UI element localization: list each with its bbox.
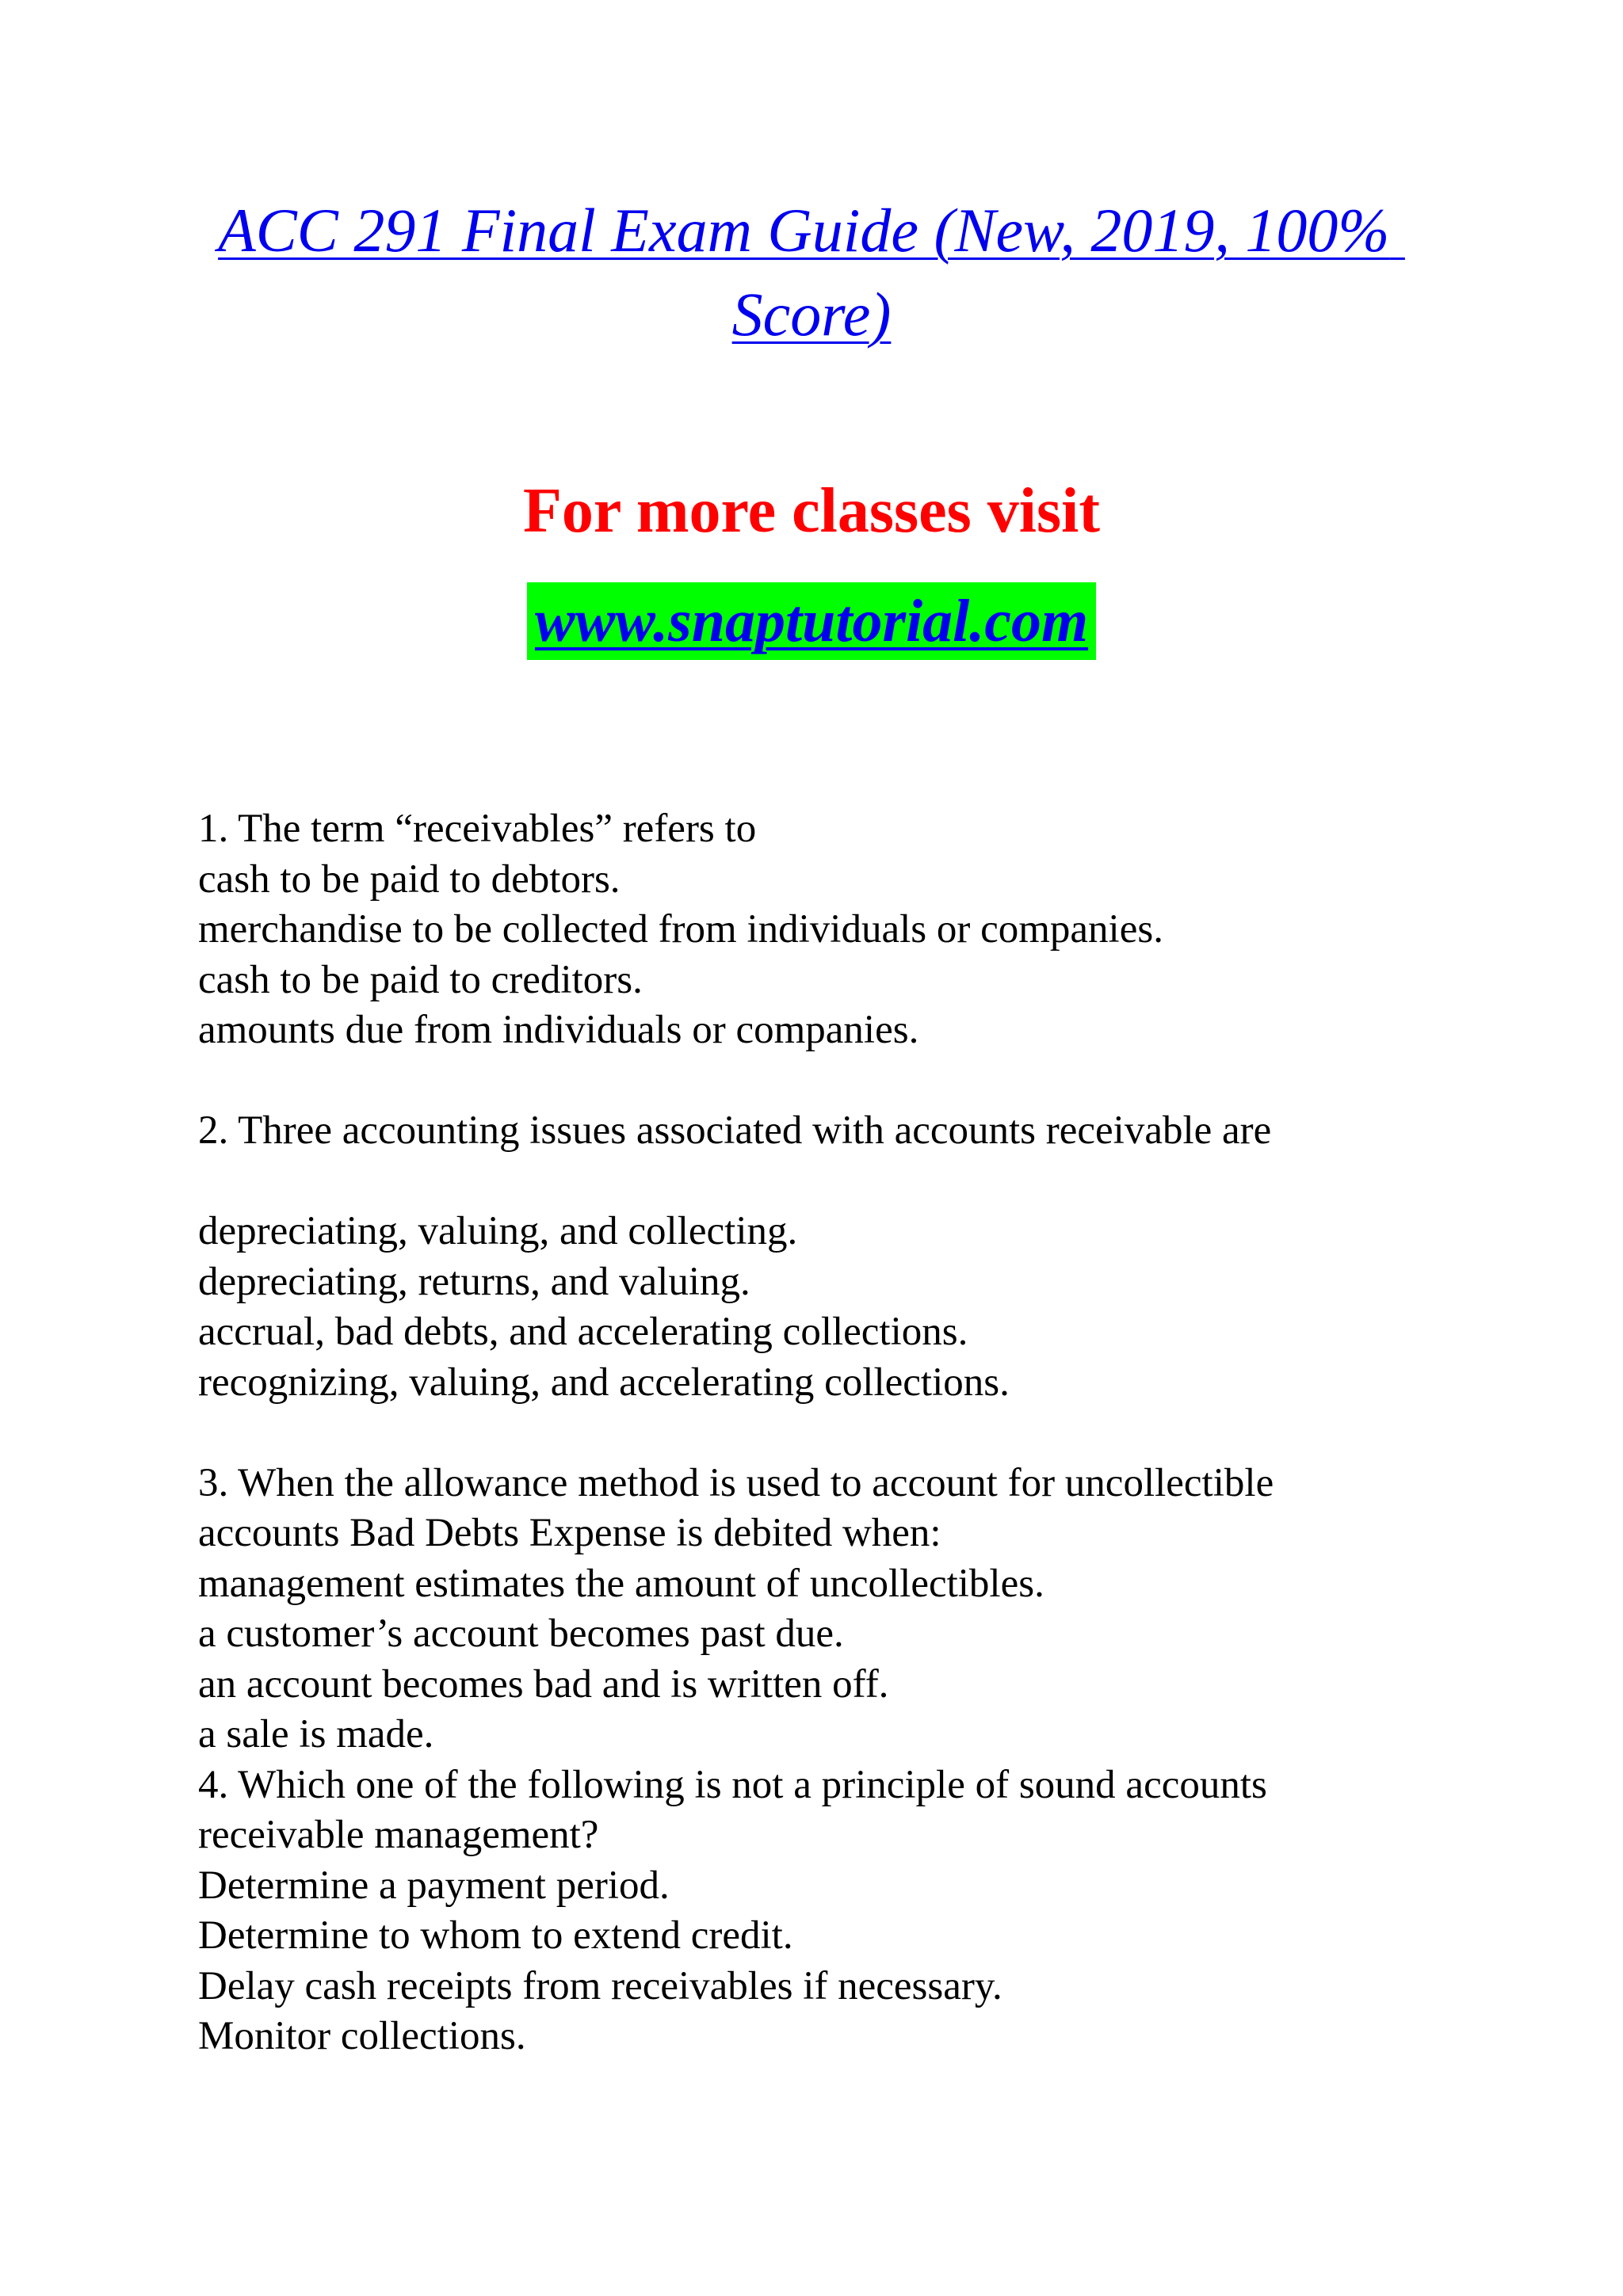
answer-option: Determine a payment period. xyxy=(198,1863,670,1908)
answer-option: cash to be paid to debtors. xyxy=(198,856,621,902)
answer-option: Determine to whom to extend credit. xyxy=(198,1913,793,1958)
question-stem: 3. When the allowance method is used to account for uncollectible xyxy=(198,1460,1274,1505)
answer-option: Monitor collections. xyxy=(198,2014,526,2058)
answer-option: a customer’s account becomes past due. xyxy=(198,1611,844,1656)
answer-option: cash to be paid to creditors. xyxy=(198,957,643,1002)
title-line-2: Score) xyxy=(731,280,892,349)
site-link-container xyxy=(178,582,1445,660)
question-list xyxy=(198,804,1434,2062)
document-title xyxy=(178,189,1445,357)
answer-option: recognizing, valuing, and accelerating collections. xyxy=(198,1360,1010,1405)
question-stem: accounts Bad Debts Expense is debited when: xyxy=(198,1511,941,1555)
title-line-1: ACC 291 Final Exam Guide (New, 2019, 100% xyxy=(218,196,1390,265)
site-link[interactable]: www.snaptutorial.com xyxy=(534,588,1089,654)
answer-option: accrual, bad debts, and accelerating collections. xyxy=(198,1310,968,1354)
answer-option: amounts due from individuals or companies. xyxy=(198,1008,919,1052)
answer-option: depreciating, valuing, and collecting. xyxy=(198,1209,798,1253)
answer-option: depreciating, returns, and valuing. xyxy=(198,1259,750,1304)
answer-option: management estimates the amount of uncollectibles. xyxy=(198,1561,1044,1606)
question-4 xyxy=(198,1760,1434,2062)
answer-option: an account becomes bad and is written off. xyxy=(198,1661,889,1707)
question-3 xyxy=(198,1459,1434,1760)
site-highlight xyxy=(527,582,1096,660)
question-1 xyxy=(198,804,1434,1056)
answer-option: merchandise to be collected from individuals or companies. xyxy=(198,907,1163,952)
question-stem: receivable management? xyxy=(198,1813,599,1857)
promo-text: For more classes visit xyxy=(522,476,1100,546)
spacer xyxy=(198,1056,1434,1107)
question-2 xyxy=(198,1106,1434,1408)
question-stem: 4. Which one of the following is not a principle of sound accounts xyxy=(198,1762,1267,1807)
answer-option: Delay cash receipts from receivables if necessary. xyxy=(198,1963,1002,2008)
answer-option: a sale is made. xyxy=(198,1712,434,1756)
spacer xyxy=(198,1157,1434,1207)
spacer xyxy=(198,1408,1434,1459)
title-link[interactable] xyxy=(218,196,1405,349)
question-stem: 2. Three accounting issues associated with accounts receivable are xyxy=(198,1108,1272,1153)
question-stem: 1. The term “receivables” refers to xyxy=(198,807,757,851)
